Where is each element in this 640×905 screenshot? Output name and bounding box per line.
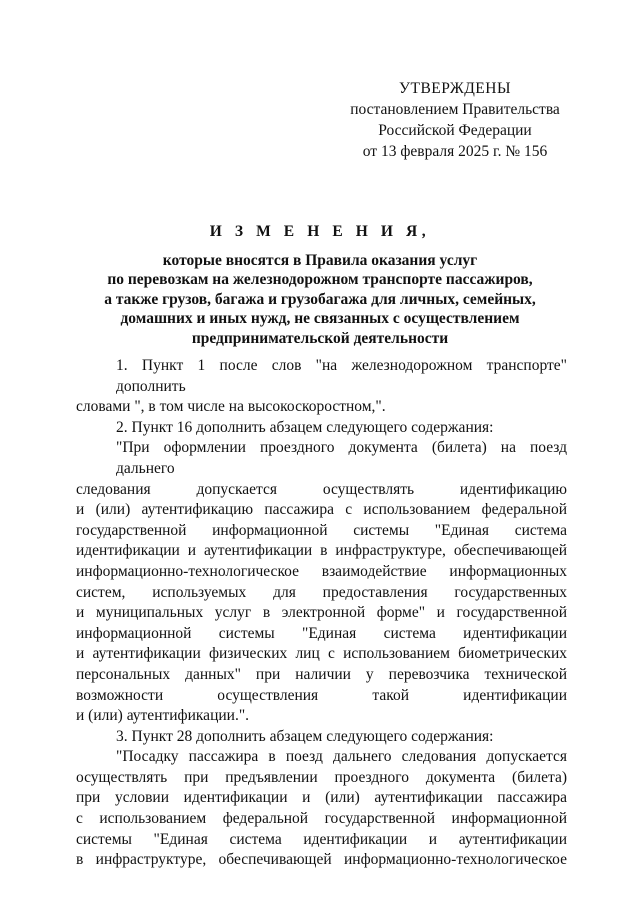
body-line: и (или) аутентификацию пассажира с использованием федеральной xyxy=(76,501,567,519)
subtitle-line: предпринимательской деятельности xyxy=(191,329,449,347)
body-line: идентификации и аутентификации в инфраструктуре, обеспечивающей xyxy=(76,542,567,560)
subtitle-line: которые вносятся в Правила оказания услуг xyxy=(162,251,478,269)
approval-line-3: от 13 февраля 2025 г. № 156 xyxy=(362,143,548,160)
body-line: государственной информационной системы "Единая система xyxy=(76,521,567,539)
body-line: "Посадку пассажира в поезд дальнего следования допускается xyxy=(116,748,567,766)
document-body xyxy=(76,356,567,871)
body-line: 1. Пункт 1 после слов "на железнодорожном транспорте" дополнить xyxy=(116,357,567,395)
body-line: системы "Единая система идентификации и аутентификации xyxy=(76,830,567,848)
body-line: 3. Пункт 28 дополнить абзацем следующего содержания: xyxy=(116,727,494,745)
body-line: персональных данных" при наличии у перевозчика технической xyxy=(76,665,567,683)
approval-line-2: Российской Федерации xyxy=(378,122,532,139)
document-title: И З М Е Н Е Н И Я, xyxy=(209,223,431,240)
subtitle-line: домашних и иных нужд, не связанных с осуществлением xyxy=(120,310,520,327)
body-line: возможности осуществления такой идентификации xyxy=(76,686,567,704)
body-line: осуществлять при предъявлении проездного документа (билета) xyxy=(76,768,567,786)
document-title-block xyxy=(70,222,570,348)
body-line: "При оформлении проездного документа (билета) на поезд дальнего xyxy=(116,439,567,477)
approval-line-1: постановлением Правительства xyxy=(350,101,560,118)
body-line: информационной системы "Единая система идентификации xyxy=(76,624,567,642)
body-line: при условии идентификации и (или) аутентификации пассажира xyxy=(76,789,567,807)
body-line: с использованием федеральной государственной информационной xyxy=(76,810,567,828)
body-line: словами ", в том числе на высокоскоростном,". xyxy=(76,398,386,416)
body-line: и (или) аутентификации.". xyxy=(76,707,250,725)
body-line: и аутентификации физических лиц с использованием биометрических xyxy=(76,645,567,663)
body-line: и муниципальных услуг в электронной форме" и государственной xyxy=(76,604,567,622)
approval-heading: УТВЕРЖДЕНЫ xyxy=(399,80,511,97)
subtitle-line: а также грузов, багажа и грузобагажа для личных, семейных, xyxy=(104,290,536,308)
body-line: информационно-технологическое взаимодействие информационных xyxy=(76,562,567,580)
body-line: следования допускается осуществлять идентификацию xyxy=(76,480,567,498)
subtitle-line: по перевозкам на железнодорожном транспорте пассажиров, xyxy=(107,271,533,288)
body-line: в инфраструктуре, обеспечивающей информационно-технологическое xyxy=(76,851,567,869)
body-line: систем, используемых для предоставления государственных xyxy=(76,583,567,601)
document-subtitle xyxy=(70,251,570,349)
approval-block xyxy=(330,78,580,162)
body-line: 2. Пункт 16 дополнить абзацем следующего содержания: xyxy=(116,418,494,436)
